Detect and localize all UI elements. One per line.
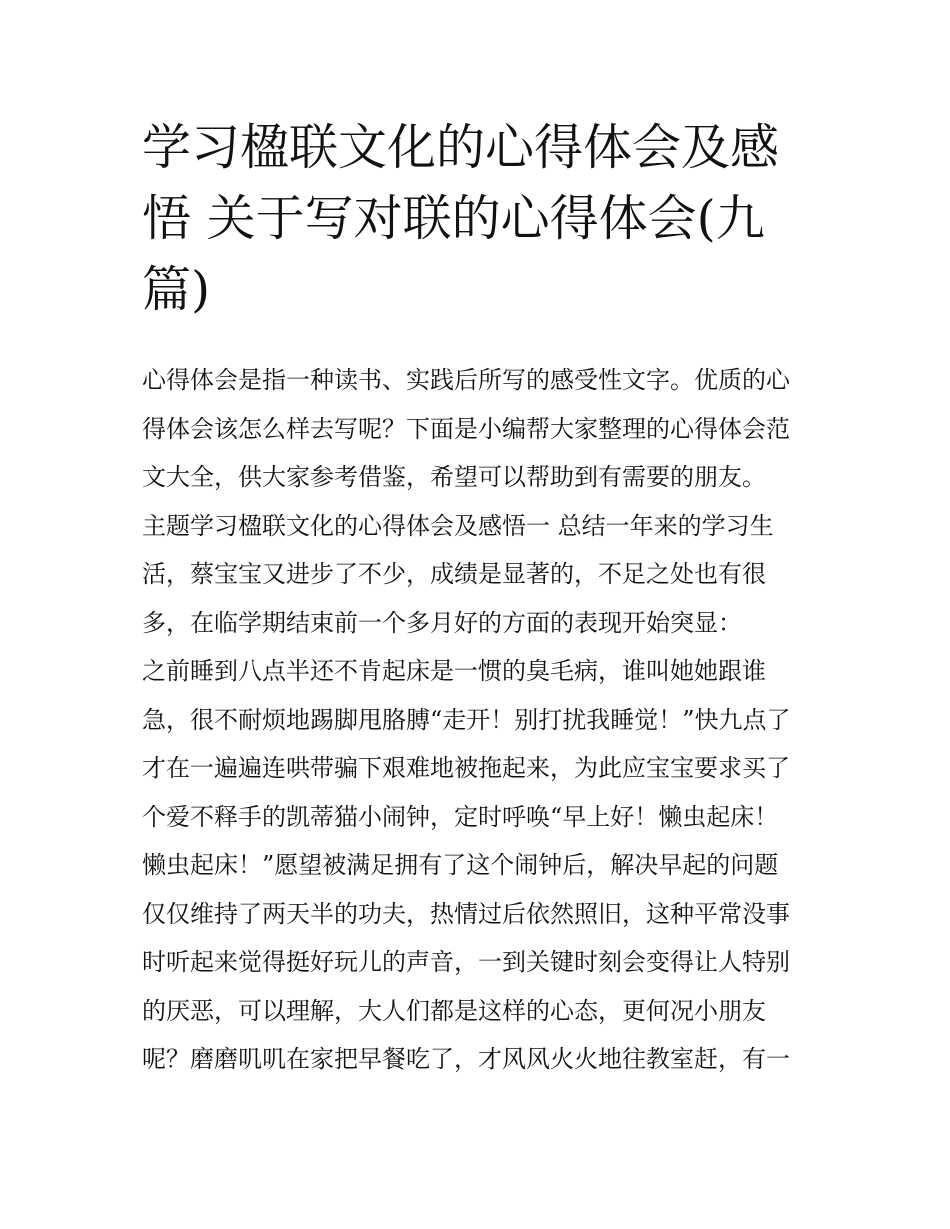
body-line: 个爱不释手的凯蒂猫小闹钟，定时呼唤“早上好！懒虫起床！ [142, 802, 779, 831]
body-line: 仅仅维持了两天半的功夫，热情过后依然照旧，这种平常没事 [142, 899, 790, 928]
body-line: 多，在临学期结束前一个多月好的方面的表现开始突显： [142, 608, 742, 637]
body-line: 之前睡到八点半还不肯起床是一惯的臭毛病，谁叫她她跟谁 [142, 657, 766, 685]
body-line: 呢？磨磨叽叽在家把早餐吃了，才风风火火地往教室赶，有一 [142, 1045, 790, 1073]
document-title [142, 112, 822, 325]
document-body [142, 356, 822, 1084]
body-line: 的厌恶，可以理解，大人们都是这样的心态，更何况小朋友 [142, 996, 766, 1025]
title-line: 篇) [142, 261, 211, 318]
title-line: 悟 关于写对联的心得体会(九 [142, 190, 765, 247]
body-line: 主题学习楹联文化的心得体会及感悟一 总结一年来的学习生 [142, 511, 774, 540]
body-line: 心得体会是指一种读书、实践后所写的感受性文字。优质的心 [142, 366, 790, 394]
body-line: 急，很不耐烦地踢脚甩胳膊“走开！别打扰我睡觉！”快九点了 [142, 705, 791, 734]
body-line: 文大全，供大家参考借鉴，希望可以帮助到有需要的朋友。 [142, 463, 766, 491]
body-line: 时听起来觉得挺好玩儿的声音，一到关键时刻会变得让人特别 [142, 948, 790, 976]
body-line: 才在一遍遍连哄带骗下艰难地被拖起来，为此应宝宝要求买了 [142, 754, 790, 782]
body-line: 得体会该怎么样去写呢？下面是小编帮大家整理的心得体会范 [142, 414, 790, 443]
body-line: 活，蔡宝宝又进步了不少，成绩是显著的，不足之处也有很 [142, 560, 766, 588]
body-line: 懒虫起床！”愿望被满足拥有了这个闹钟后，解决早起的问题 [142, 851, 779, 879]
title-line: 学习楹联文化的心得体会及感 [142, 119, 780, 176]
